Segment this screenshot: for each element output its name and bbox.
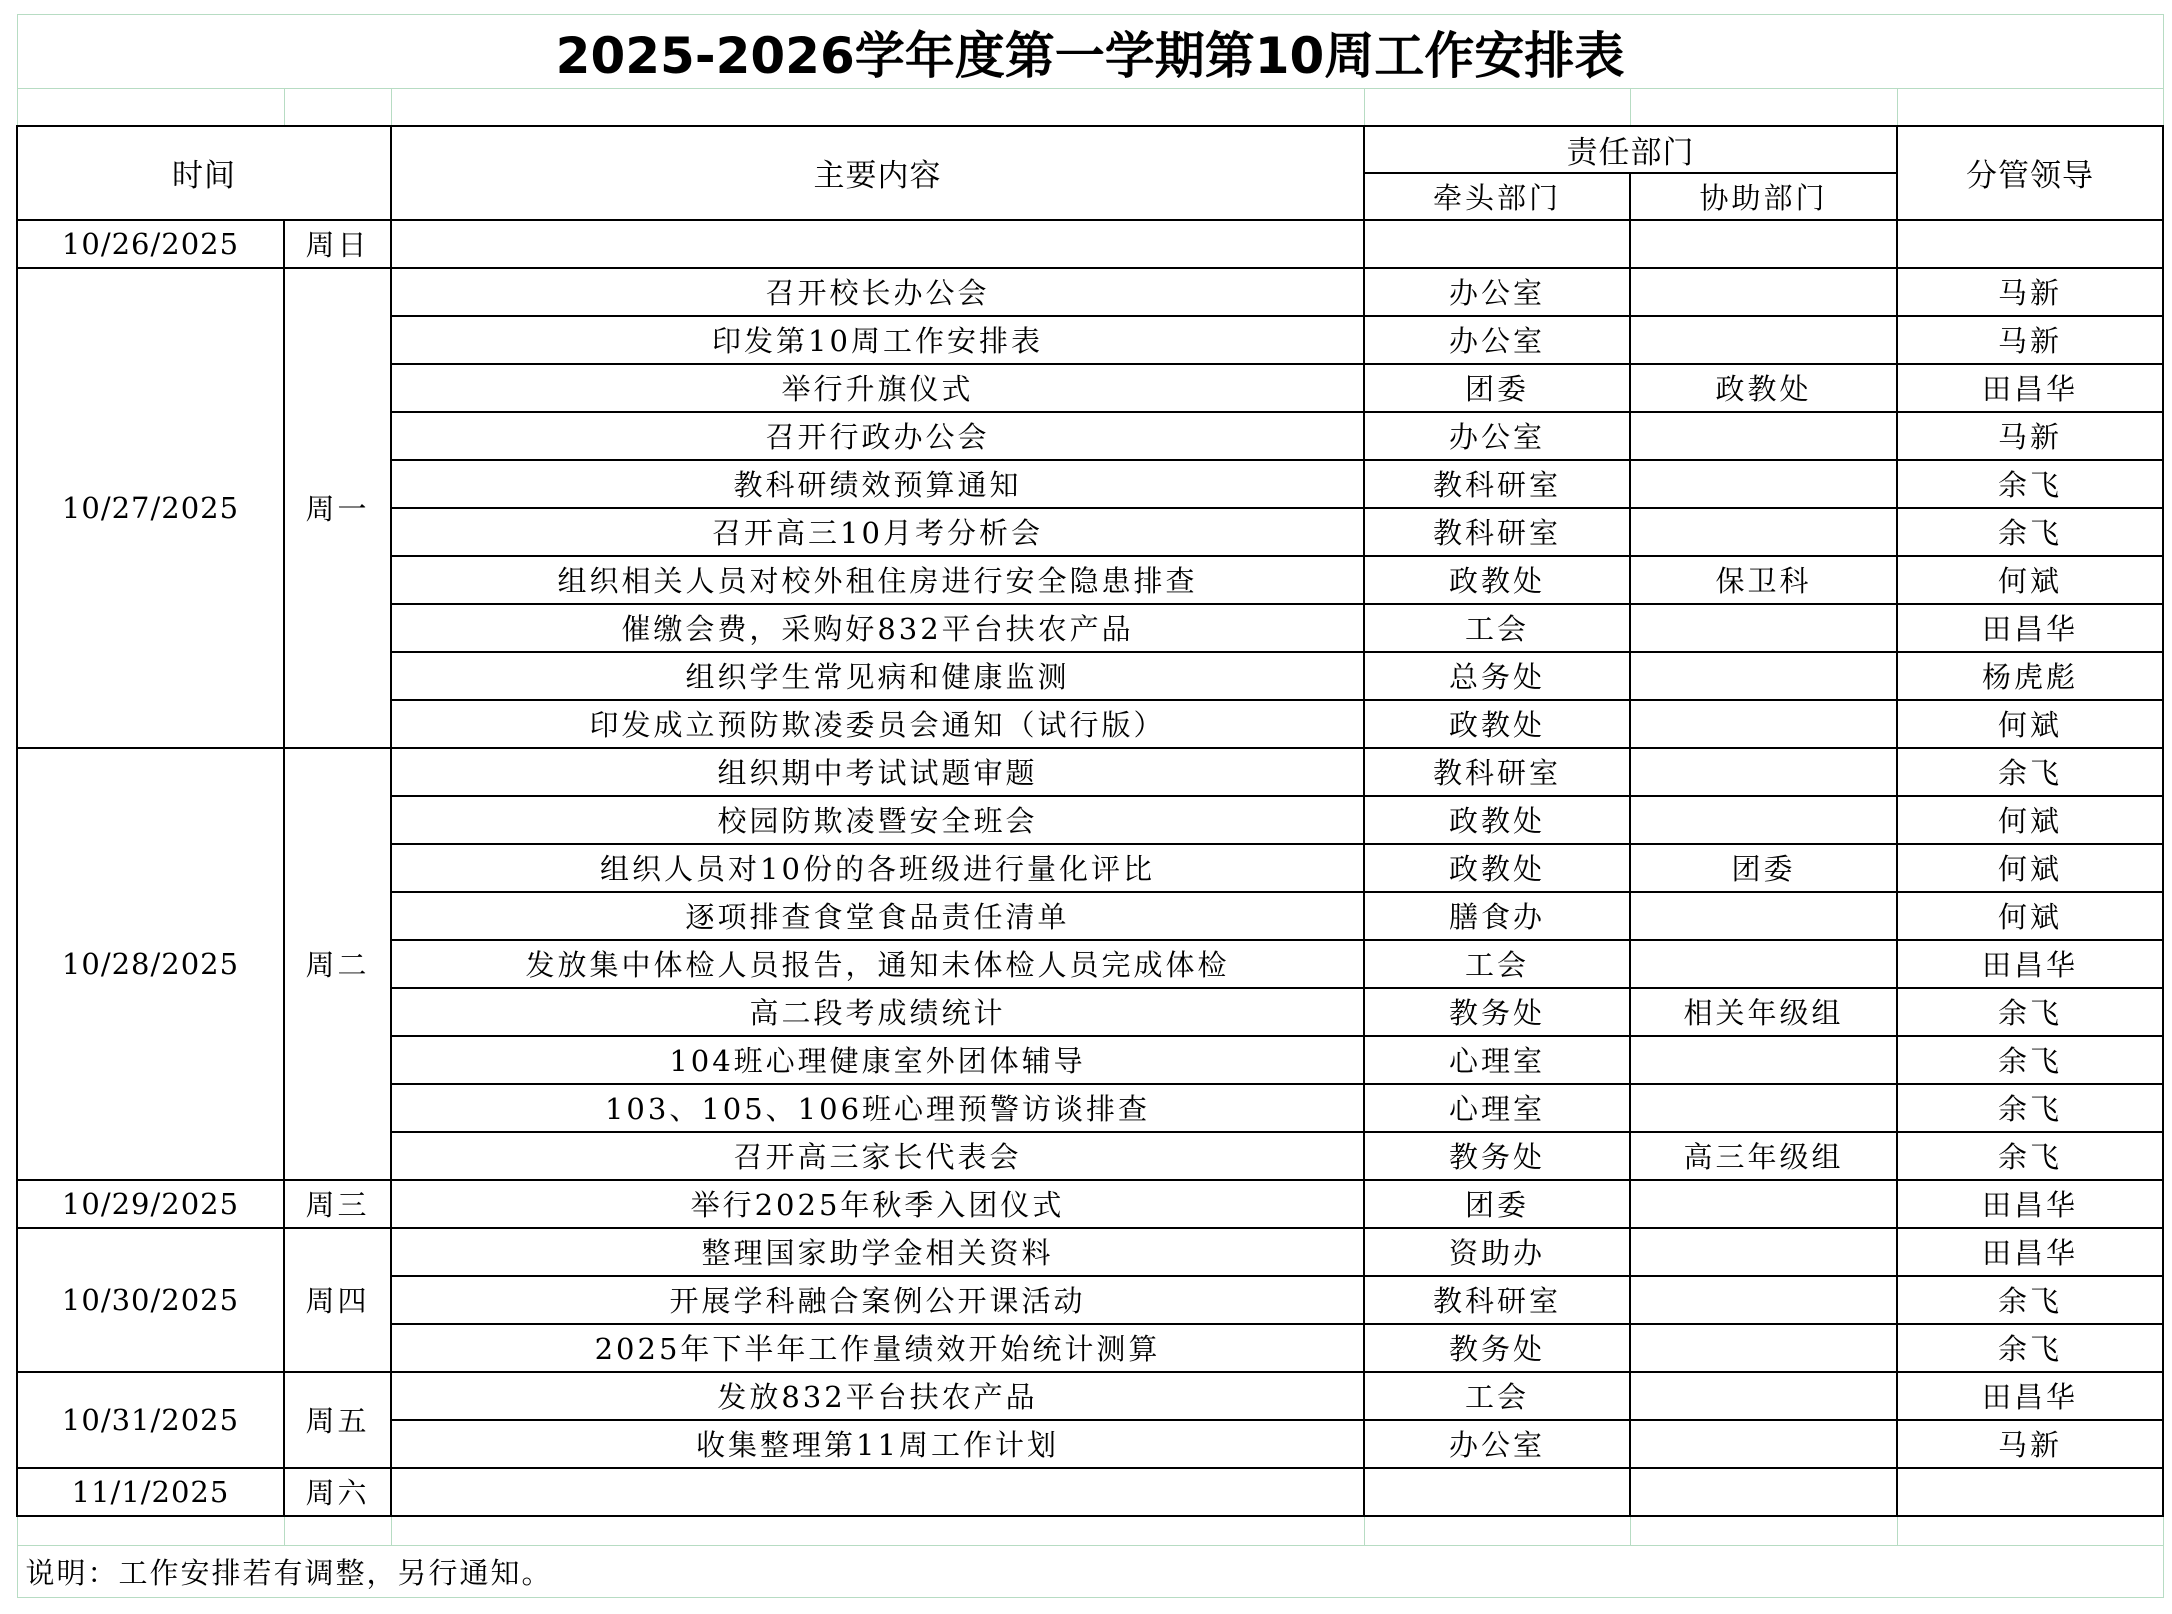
task-content-cell: 校园防欺凌暨安全班会 xyxy=(391,796,1364,844)
lead-dept-cell xyxy=(1364,220,1630,268)
assist-dept-cell: 政教处 xyxy=(1630,364,1897,412)
date-cell: 10/31/2025 xyxy=(17,1372,284,1468)
assist-dept-cell xyxy=(1630,460,1897,508)
lead-dept-cell xyxy=(1364,1468,1630,1516)
date-cell: 10/28/2025 xyxy=(17,748,284,1180)
assist-dept-cell xyxy=(1630,1036,1897,1084)
leader-cell xyxy=(1897,1468,2163,1516)
task-content-cell: 103、105、106班心理预警访谈排查 xyxy=(391,1084,1364,1132)
weekday-cell: 周二 xyxy=(284,748,391,1180)
header-time: 时间 xyxy=(17,126,391,220)
assist-dept-cell xyxy=(1630,652,1897,700)
empty-cell xyxy=(17,1516,284,1546)
spacer-row xyxy=(17,1516,2163,1546)
task-content-cell: 高二段考成绩统计 xyxy=(391,988,1364,1036)
task-content-cell: 逐项排查食堂食品责任清单 xyxy=(391,892,1364,940)
lead-dept-cell: 教务处 xyxy=(1364,1132,1630,1180)
lead-dept-cell: 教务处 xyxy=(1364,1324,1630,1372)
leader-cell: 余飞 xyxy=(1897,1132,2163,1180)
weekday-cell: 周三 xyxy=(284,1180,391,1228)
lead-dept-cell: 团委 xyxy=(1364,364,1630,412)
schedule-row xyxy=(17,220,2163,268)
leader-cell: 何斌 xyxy=(1897,556,2163,604)
assist-dept-cell: 相关年级组 xyxy=(1630,988,1897,1036)
empty-cell xyxy=(1630,1516,1897,1546)
task-content-cell: 整理国家助学金相关资料 xyxy=(391,1228,1364,1276)
lead-dept-cell: 心理室 xyxy=(1364,1036,1630,1084)
lead-dept-cell: 教科研室 xyxy=(1364,1276,1630,1324)
lead-dept-cell: 办公室 xyxy=(1364,1420,1630,1468)
task-content-cell xyxy=(391,1468,1364,1516)
task-content-cell: 举行升旗仪式 xyxy=(391,364,1364,412)
task-content-cell: 组织期中考试试题审题 xyxy=(391,748,1364,796)
task-content-cell: 组织相关人员对校外租住房进行安全隐患排查 xyxy=(391,556,1364,604)
assist-dept-cell xyxy=(1630,412,1897,460)
schedule-row xyxy=(17,748,2163,796)
task-content-cell: 印发第10周工作安排表 xyxy=(391,316,1364,364)
weekday-cell: 周五 xyxy=(284,1372,391,1468)
leader-cell: 马新 xyxy=(1897,268,2163,316)
task-content-cell xyxy=(391,220,1364,268)
empty-cell xyxy=(284,1516,391,1546)
leader-cell: 何斌 xyxy=(1897,796,2163,844)
page-title: 2025-2026学年度第一学期第10周工作安排表 xyxy=(17,15,2163,89)
task-content-cell: 104班心理健康室外团体辅导 xyxy=(391,1036,1364,1084)
weekday-cell: 周六 xyxy=(284,1468,391,1516)
leader-cell: 马新 xyxy=(1897,412,2163,460)
lead-dept-cell: 总务处 xyxy=(1364,652,1630,700)
task-content-cell: 收集整理第11周工作计划 xyxy=(391,1420,1364,1468)
assist-dept-cell xyxy=(1630,508,1897,556)
schedule-row xyxy=(17,1228,2163,1276)
lead-dept-cell: 政教处 xyxy=(1364,796,1630,844)
lead-dept-cell: 教科研室 xyxy=(1364,508,1630,556)
assist-dept-cell xyxy=(1630,316,1897,364)
task-content-cell: 发放集中体检人员报告，通知未体检人员完成体检 xyxy=(391,940,1364,988)
weekday-cell: 周一 xyxy=(284,268,391,748)
leader-cell: 田昌华 xyxy=(1897,604,2163,652)
empty-cell xyxy=(1364,1516,1630,1546)
leader-cell: 何斌 xyxy=(1897,844,2163,892)
task-content-cell: 教科研绩效预算通知 xyxy=(391,460,1364,508)
assist-dept-cell xyxy=(1630,892,1897,940)
weekday-cell: 周日 xyxy=(284,220,391,268)
task-content-cell: 组织人员对10份的各班级进行量化评比 xyxy=(391,844,1364,892)
leader-cell: 何斌 xyxy=(1897,700,2163,748)
assist-dept-cell: 高三年级组 xyxy=(1630,1132,1897,1180)
task-content-cell: 2025年下半年工作量绩效开始统计测算 xyxy=(391,1324,1364,1372)
assist-dept-cell xyxy=(1630,1276,1897,1324)
schedule-table xyxy=(16,14,2164,1598)
schedule-row xyxy=(17,1468,2163,1516)
assist-dept-cell xyxy=(1630,796,1897,844)
header-content: 主要内容 xyxy=(391,126,1364,220)
leader-cell: 余飞 xyxy=(1897,1084,2163,1132)
leader-cell: 马新 xyxy=(1897,1420,2163,1468)
spacer-row xyxy=(17,89,2163,126)
lead-dept-cell: 政教处 xyxy=(1364,700,1630,748)
leader-cell: 余飞 xyxy=(1897,748,2163,796)
task-content-cell: 召开行政办公会 xyxy=(391,412,1364,460)
lead-dept-cell: 工会 xyxy=(1364,940,1630,988)
leader-cell: 余飞 xyxy=(1897,1276,2163,1324)
assist-dept-cell xyxy=(1630,700,1897,748)
weekday-cell: 周四 xyxy=(284,1228,391,1372)
task-content-cell: 召开高三10月考分析会 xyxy=(391,508,1364,556)
leader-cell: 余飞 xyxy=(1897,508,2163,556)
leader-cell: 余飞 xyxy=(1897,988,2163,1036)
assist-dept-cell xyxy=(1630,1468,1897,1516)
date-cell: 10/27/2025 xyxy=(17,268,284,748)
leader-cell: 田昌华 xyxy=(1897,364,2163,412)
leader-cell: 余飞 xyxy=(1897,460,2163,508)
schedule-sheet xyxy=(16,14,2164,1598)
leader-cell: 余飞 xyxy=(1897,1036,2163,1084)
task-content-cell: 召开高三家长代表会 xyxy=(391,1132,1364,1180)
header-assist-dept: 协助部门 xyxy=(1630,173,1897,220)
assist-dept-cell xyxy=(1630,220,1897,268)
empty-cell xyxy=(391,1516,1364,1546)
header-lead-dept: 牵头部门 xyxy=(1364,173,1630,220)
assist-dept-cell xyxy=(1630,1420,1897,1468)
lead-dept-cell: 政教处 xyxy=(1364,844,1630,892)
lead-dept-cell: 资助办 xyxy=(1364,1228,1630,1276)
assist-dept-cell xyxy=(1630,1180,1897,1228)
assist-dept-cell: 团委 xyxy=(1630,844,1897,892)
date-cell: 11/1/2025 xyxy=(17,1468,284,1516)
leader-cell: 何斌 xyxy=(1897,892,2163,940)
leader-cell xyxy=(1897,220,2163,268)
header-dept: 责任部门 xyxy=(1364,126,1897,173)
lead-dept-cell: 工会 xyxy=(1364,1372,1630,1420)
assist-dept-cell xyxy=(1630,1228,1897,1276)
schedule-row xyxy=(17,268,2163,316)
lead-dept-cell: 团委 xyxy=(1364,1180,1630,1228)
lead-dept-cell: 办公室 xyxy=(1364,268,1630,316)
lead-dept-cell: 工会 xyxy=(1364,604,1630,652)
schedule-row xyxy=(17,1372,2163,1420)
lead-dept-cell: 膳食办 xyxy=(1364,892,1630,940)
lead-dept-cell: 教务处 xyxy=(1364,988,1630,1036)
note-row xyxy=(17,1546,2163,1598)
task-content-cell: 举行2025年秋季入团仪式 xyxy=(391,1180,1364,1228)
leader-cell: 田昌华 xyxy=(1897,940,2163,988)
leader-cell: 杨虎彪 xyxy=(1897,652,2163,700)
task-content-cell: 组织学生常见病和健康监测 xyxy=(391,652,1364,700)
lead-dept-cell: 心理室 xyxy=(1364,1084,1630,1132)
header-leader: 分管领导 xyxy=(1897,126,2163,220)
assist-dept-cell xyxy=(1630,1084,1897,1132)
assist-dept-cell xyxy=(1630,748,1897,796)
lead-dept-cell: 办公室 xyxy=(1364,412,1630,460)
lead-dept-cell: 教科研室 xyxy=(1364,460,1630,508)
empty-cell xyxy=(1897,1516,2163,1546)
note-text: 说明：工作安排若有调整，另行通知。 xyxy=(17,1546,2163,1598)
assist-dept-cell xyxy=(1630,268,1897,316)
header-row xyxy=(17,126,2163,173)
task-content-cell: 开展学科融合案例公开课活动 xyxy=(391,1276,1364,1324)
lead-dept-cell: 政教处 xyxy=(1364,556,1630,604)
date-cell: 10/26/2025 xyxy=(17,220,284,268)
date-cell: 10/29/2025 xyxy=(17,1180,284,1228)
leader-cell: 余飞 xyxy=(1897,1324,2163,1372)
assist-dept-cell xyxy=(1630,604,1897,652)
task-content-cell: 催缴会费，采购好832平台扶农产品 xyxy=(391,604,1364,652)
task-content-cell: 召开校长办公会 xyxy=(391,268,1364,316)
task-content-cell: 发放832平台扶农产品 xyxy=(391,1372,1364,1420)
lead-dept-cell: 办公室 xyxy=(1364,316,1630,364)
date-cell: 10/30/2025 xyxy=(17,1228,284,1372)
assist-dept-cell xyxy=(1630,1324,1897,1372)
task-content-cell: 印发成立预防欺凌委员会通知（试行版） xyxy=(391,700,1364,748)
assist-dept-cell xyxy=(1630,940,1897,988)
leader-cell: 田昌华 xyxy=(1897,1180,2163,1228)
leader-cell: 田昌华 xyxy=(1897,1228,2163,1276)
schedule-row xyxy=(17,1180,2163,1228)
leader-cell: 马新 xyxy=(1897,316,2163,364)
assist-dept-cell xyxy=(1630,1372,1897,1420)
assist-dept-cell: 保卫科 xyxy=(1630,556,1897,604)
leader-cell: 田昌华 xyxy=(1897,1372,2163,1420)
lead-dept-cell: 教科研室 xyxy=(1364,748,1630,796)
